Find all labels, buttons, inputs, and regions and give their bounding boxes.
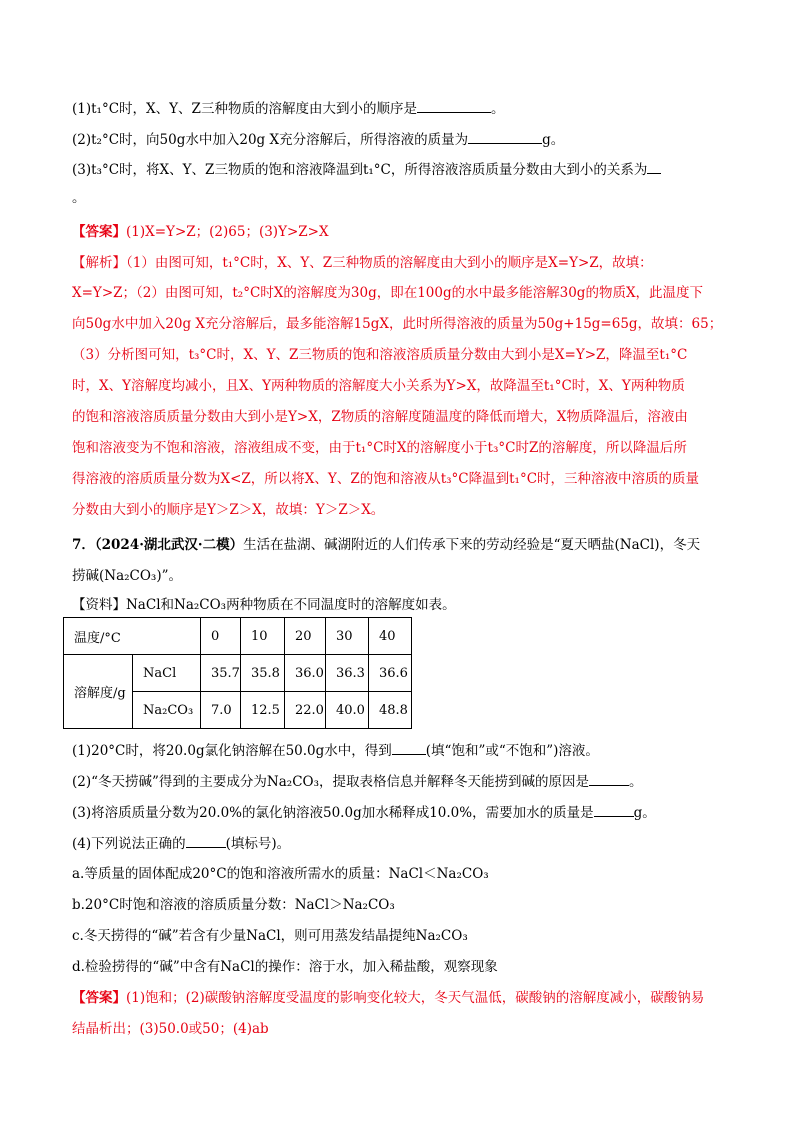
value-cell: 48.8 [368,692,411,729]
value-cell: 40.0 [325,692,368,729]
q7-answer: 【答案】(1)饱和；(2)碳酸钠溶解度受温度的影响变化较大，冬天气温低，碳酸钠的溶解度减小，碳酸钠易 [72,990,705,1006]
value-cell: 35.7 [201,655,241,692]
q6-part3-end: 。 [72,190,86,206]
option-b: b.20°C时饱和溶液的溶质质量分数：NaCl＞Na₂CO₃ [72,897,395,913]
temp-cell: 0 [201,618,241,655]
value-cell: 35.8 [240,655,284,692]
temp-label: 温度/°C [64,618,201,655]
q7-sub3: (3)将溶质质量分数为20.0%的氯化钠溶液50.0g加水稀释成10.0%，需要加水的质量是 g。 [72,802,732,823]
value-cell: 36.0 [284,655,325,692]
substance-name: NaCl [133,655,201,692]
q7-sub1: (1)20°C时，将20.0g氯化钠溶解在50.0g水中，得到 (填“饱和”或“不饱和”)溶液。 [72,740,732,761]
q6-analysis-3: 向50g水中加入20g X充分溶解后，最多能溶解15gX，此时所得溶液的质量为50g+15g=65g，故填：65； [72,316,723,332]
q7-stem-2: 捞碱(Na₂CO₃)”。 [72,568,183,584]
solubility-label: 溶解度/g [64,655,133,729]
value-cell: 22.0 [284,692,325,729]
value-cell: 7.0 [201,692,241,729]
q6-part2: (2)t₂°C时，向50g水中加入20g X充分溶解后，所得溶液的质量为 g。 [72,129,732,150]
value-cell: 36.3 [325,655,368,692]
q7-sub2: (2)“冬天捞碱”得到的主要成分为Na₂CO₃，提取表格信息并解释冬天能捞到碱的原因是 。 [72,771,732,792]
option-c: c.冬天捞得的“碱”若含有少量NaCl，则可用蒸发结晶提纯Na₂CO₃ [72,928,468,944]
temp-cell: 20 [284,618,325,655]
q7-sub4: (4)下列说法正确的 (填标号)。 [72,833,732,854]
q6-analysis-8: 得溶液的溶质质量分数为X<Z，所以将X、Y、Z的饱和溶液从t₃°C降温到t₁°C时，三种溶液中溶质的质量 [72,471,700,487]
q6-analysis-7: 饱和溶液变为不饱和溶液，溶液组成不变，由于t₁°C时X的溶解度小于t₃°C时Z的溶解度，所以降温后所 [72,440,687,456]
solubility-table [63,617,412,729]
q6-analysis-4: （3）分析图可知，t₃°C时，X、Y、Z三物质的饱和溶液溶质质量分数由大到小是X=Y>Z，降温至t₁°C [72,347,688,363]
substance-name: Na₂CO₃ [133,692,201,729]
table-row [64,618,412,655]
q6-answer: 【答案】(1)X=Y>Z；(2)65；(3)Y>Z>X [72,224,329,240]
option-d: d.检验捞得的“碱”中含有NaCl的操作：溶于水，加入稀盐酸，观察现象 [72,959,498,975]
q6-analysis-5: 时，X、Y溶解度均减小，且X、Y两种物质的溶解度大小关系为Y>X，故降温至t₁°C时，X、Y两种物质 [72,378,685,394]
value-cell: 12.5 [240,692,284,729]
q6-analysis-9: 分数由大到小的顺序是Y＞Z＞X，故填：Y＞Z＞X。 [72,502,385,518]
temp-cell: 40 [368,618,411,655]
q6-analysis-2: X=Y>Z；（2）由图可知，t₂°C时X的溶解度为30g，即在100g的水中最多能溶解30g的物质X，此温度下 [72,285,704,301]
q6-analysis-1: 【解析】（1）由图可知，t₁°C时，X、Y、Z三种物质的溶解度由大到小的顺序是X=Y>Z，故填： [72,255,653,271]
q6-analysis-6: 的饱和溶液溶质质量分数由大到小是Y>X，Z物质的溶解度随温度的降低而增大，X物质降温后，溶液由 [72,409,688,425]
q7-stem-1: 7．（2024·湖北武汉·二模）生活在盐湖、碱湖附近的人们传承下来的劳动经验是“夏天晒盐(NaCl)，冬天 [72,537,701,553]
temp-cell: 10 [240,618,284,655]
table-row [64,655,412,692]
q7-answer-cont: 结晶析出；(3)50.0或50；(4)ab [72,1021,269,1037]
temp-cell: 30 [325,618,368,655]
q7-material: 【资料】NaCl和Na₂CO₃两种物质在不同温度时的溶解度如表。 [72,597,456,613]
q6-part1: (1)t₁°C时，X、Y、Z三种物质的溶解度由大到小的顺序是 。 [72,98,732,119]
value-cell: 36.6 [368,655,411,692]
q6-part3: (3)t₃°C时，将X、Y、Z三物质的饱和溶液降温到t₁°C，所得溶液溶质质量分数由大到小的关系为 [72,159,732,180]
option-a: a.等质量的固体配成20°C的饱和溶液所需水的质量：NaCl＜Na₂CO₃ [72,866,489,882]
